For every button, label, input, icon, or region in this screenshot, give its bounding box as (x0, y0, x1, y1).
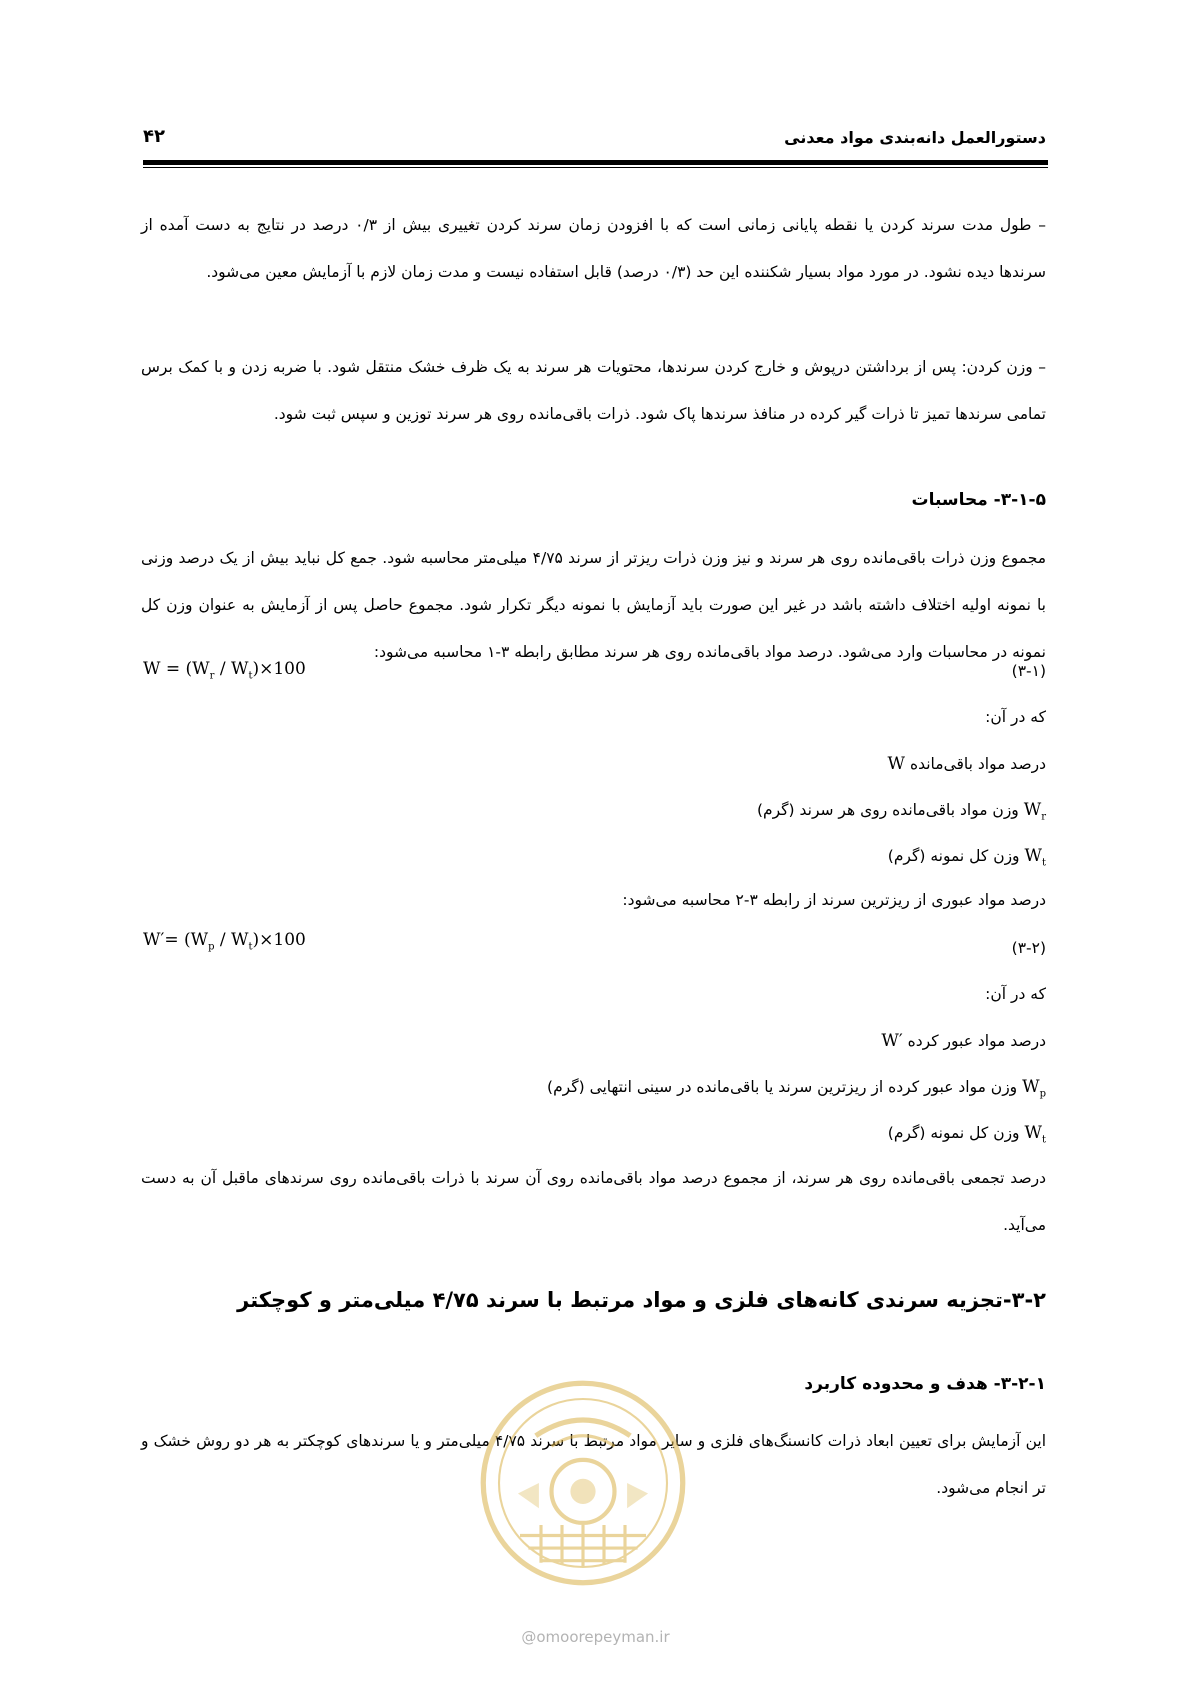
paragraph-scope: این آزمایش برای تعیین ابعاد ذرات کانسنگ‌های فلزی و سایر مواد مرتبط با سرند ۴/۷۵ میلی‌متر و یا سرندهای کوچکتر به هر دو روش خشک و تر انجام می‌شود. (141, 1432, 1047, 1497)
heading-section-3-2: ۳-۲-تجزیه سرندی کانه‌های فلزی و مواد مرتبط با سرند ۴/۷۵ میلی‌متر و کوچکتر (237, 1288, 1046, 1312)
heading-calculations: ۳-۱-۵- محاسبات (911, 490, 1046, 510)
paragraph-cumulative: درصد تجمعی باقی‌مانده روی هر سرند، از مجموع درصد مواد باقی‌مانده روی آن سرند با ذرات باقی‌مانده روی سرندهای ماقبل آن به دست می‌آید. (141, 1169, 1046, 1234)
equation-number-3-2: (۳-۲) (1011, 939, 1046, 957)
definition-wp: $W_p$ وزن مواد عبور کرده از ریزترین سرند یا باقی‌مانده در سینی انتهایی (گرم) (547, 1077, 1046, 1100)
watermark-site-url: @omoorepeyman.ir (521, 1628, 670, 1646)
page-number: ۴۲ (143, 126, 165, 147)
definition-wt: $W_t$ وزن کل نمونه (گرم) (887, 846, 1046, 869)
running-header-title: دستورالعمل دانه‌بندی مواد معدنی (784, 128, 1046, 147)
watermark-seal-logo (478, 1378, 688, 1588)
paragraph-passing-percent: درصد مواد عبوری از ریزترین سرند از رابطه ۳-۲ محاسبه می‌شود: (622, 891, 1046, 909)
paragraph-calculation-method: مجموع وزن ذرات باقی‌مانده روی هر سرند و نیز وزن ذرات ریزتر از سرند ۴/۷۵ میلی‌متر محاسبه شود. جمع کل نباید بیش از یک درصد وزنی با نمونه اولیه اختلاف داشته باشد در غیر این صورت باید آزمایش با نمونه دیگر تکرار شود. مجموع حاصل پس از آزمایش به عنوان وزن کل نمونه در محاسبات وارد می‌شود. درصد مواد باقی‌مانده روی هر سرند مطابق رابطه ۳-۱ محاسبه می‌شود: (141, 549, 1047, 661)
where-label-2: که در آن: (985, 985, 1046, 1003)
definition-wt-2: $W_t$ وزن کل نمونه (گرم) (887, 1123, 1046, 1146)
paragraph-weighing: – وزن کردن: پس از برداشتن درپوش و خارج کردن سرندها، محتویات هر سرند به یک ظرف خشک منتقل شود. با ضربه زدن و با کمک برس تمامی سرندها تمیز تا ذرات گیر کرده در منافذ سرندها پاک شود. ذرات باقی‌مانده روی هر سرند توزین و سپس ثبت شود. (141, 358, 1046, 423)
definition-w-prime: W′ درصد مواد عبور کرده (881, 1031, 1046, 1051)
heading-purpose-scope: ۳-۲-۱- هدف و محدوده کاربرد (804, 1374, 1046, 1394)
where-label-1: که در آن: (985, 708, 1046, 726)
equation-3-2: $W'= (W_p / W_t)\times 100$ (143, 930, 306, 953)
header-rule-thin (143, 167, 1048, 168)
equation-3-1: $W = (W_r / W_t)\times 100$ (143, 659, 306, 682)
header-rule-thick (143, 160, 1048, 165)
definition-w: W درصد مواد باقی‌مانده (887, 754, 1046, 774)
definition-wr: $W_r$ وزن مواد باقی‌مانده روی هر سرند (گرم) (756, 800, 1046, 823)
equation-number-3-1: (۳-۱) (1011, 662, 1046, 680)
paragraph-sieving-duration: – طول مدت سرند کردن یا نقطه پایانی زمانی است که با افزودن زمان سرند کردن تغییری بیش از ۰/۳ درصد در نتایج به دست آمده از سرندها دیده نشود. در مورد مواد بسیار شکننده این حد (۰/۳ درصد) قابل استفاده نیست و مدت زمان لازم با آزمایش معین می‌شود. (141, 216, 1046, 281)
